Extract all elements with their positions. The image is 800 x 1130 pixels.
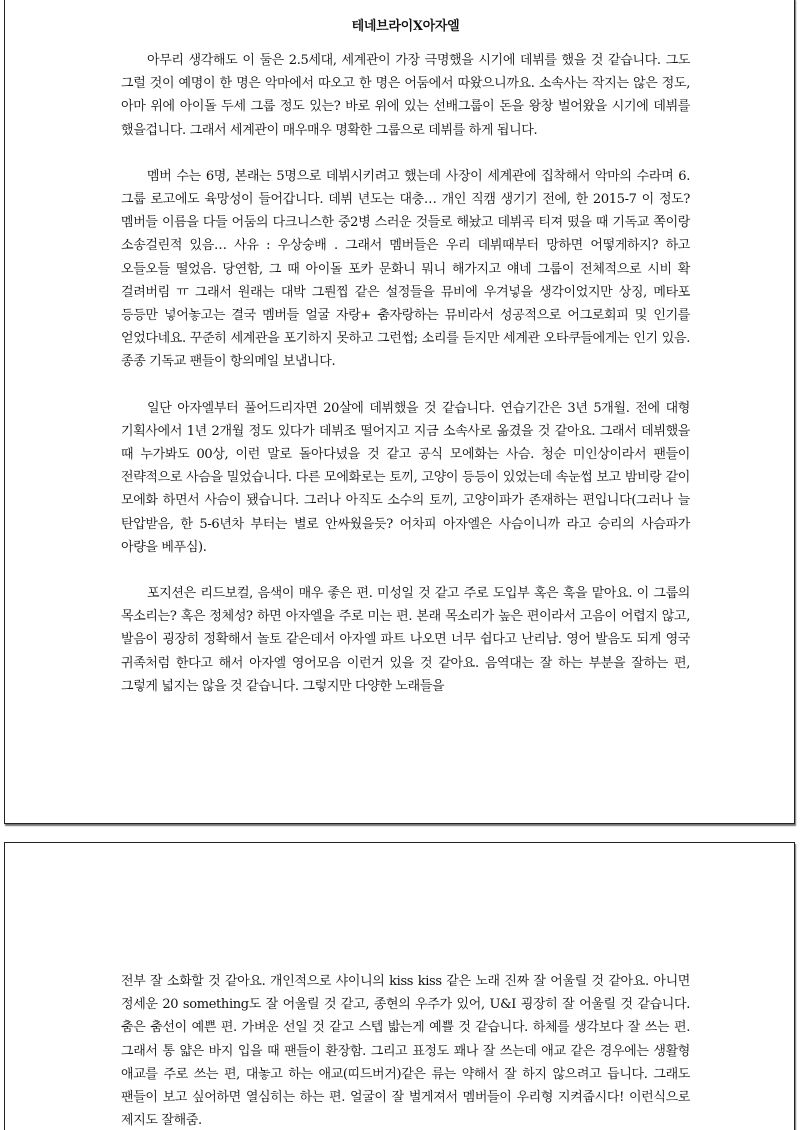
document-page-1: [4, 0, 795, 824]
document-page-2: [4, 842, 795, 1130]
page-2-content: [121, 970, 690, 1130]
paragraph-azael-intro: 일단 아자엘부터 풀어드리자면 20살에 데뷔했을 것 같습니다. 연습기간은 3년 5개월. 전에 대형 기획사에서 1년 2개월 정도 있다가 데뷔조 떨어지고 지금 소속사로 옮겼을 것 같아요. 그래서 데뷔했을 때 누가봐도 00상, 이런 말로 돌아다녔을 것 같고 공식 모에화는 사슴. 청순 미인상이라서 팬들이 전략적으로 사슴을 밀었습니다. 다른 모에화로는 토끼, 고양이 등등이 있었는데 속눈썹 보고 밤비랑 같이 모에화 하면서 사슴이 됐습니다. 그러나 아직도 소수의 토끼, 고양이파가 존재하는 편입니다(그러나 늘 탄압받음, 한 5-6년차 부터는 별로 안싸웠을듯? 어차피 아자엘은 사슴이니까 라고 승리의 사슴파가 아량을 베푸심).: [121, 400, 690, 555]
page-1-content: [121, 18, 690, 698]
document-title: 테네브라이X아자엘: [351, 19, 460, 34]
paragraph-debut-era: 아무리 생각해도 이 둘은 2.5세대, 세계관이 가장 극명했을 시기에 데뷔를 했을 것 같습니다. 그도 그럴 것이 예명이 한 명은 악마에서 따오고 한 명은 어둠에서 따왔으니까요. 소속사는 작지는 않은 정도, 아마 위에 아이돌 두세 그룹 정도 있는? 바로 위에 있는 선배그룹이 돈을 왕창 벌어왔을 시기에 데뷔를 했을겁니다. 그래서 세계관이 매우매우 명확한 그룹으로 데뷔를 하게 됩니다.: [121, 53, 690, 138]
paragraph-group-members: 멤버 수는 6명, 본래는 5명으로 데뷔시키려고 했는데 사장이 세계관에 집착해서 악마의 수라며 6. 그룹 로고에도 육망성이 들어갑니다. 데뷔 년도는 대충… 개인 직캠 생기기 전에, 한 2015-7 이 정도? 멤버들 이름을 다들 어둠의 다크니스한 중2병 스러운 것들로 해놨고 데뷔곡 티져 떴을 때 기독교 쪽이랑 소송걸린적 있음… 사유 : 우상숭배 . 그래서 멤버들은 우리 데뷔때부터 망하면 어떻게하지? 하고 오들오들 떨었음. 당연함, 그 때 아이돌 포카 문화니 뭐니 해가지고 얘네 그룹이 전체적으로 시비 확 걸려버림 ㅠ 그래서 원래는 대박 그뤈찝 같은 설정들을 뮤비에 우겨넣을 생각이었지만 상징, 메타포 등등만 넣어놓고는 결국 멤버들 얼굴 자랑+ 춤자랑하는 뮤비라서 성공적으로 어그로회피 및 인기를 얻었다네요. 꾸준히 세계관을 포기하지 못하고 그런썹; 소리를 듣지만 세계관 오타쿠들에게는 인기 있음. 종종 기독교 팬들이 항의메일 보냅니다.: [121, 168, 690, 370]
paragraph-azael-position: 포지션은 리드보컬, 음색이 매우 좋은 편. 미성일 것 같고 주로 도입부 혹은 훅을 맡아요. 이 그룹의 목소리는? 혹은 정체성? 하면 아자엘을 주로 미는 편. 본래 목소리가 높은 편이라서 고음이 어렵지 않고, 발음이 굉장히 정확해서 놀토 같은데서 아자엘 파트 나오면 너무 쉽다고 난리남. 영어 발음도 되게 영국 귀족처럼 한다고 해서 아자엘 영어모음 이런거 있을 것 같아요. 음역대는 잘 하는 부분을 잘하는 편, 그렇게 넓지는 않을 것 같습니다. 그렇지만 다양한 노래들을: [121, 586, 690, 694]
paragraph-azael-songs-dance: 전부 잘 소화할 것 같아요. 개인적으로 샤이니의 kiss kiss 같은 노래 진짜 잘 어울릴 것 같아요. 아니면 정세운 20 something도 잘 어울릴 것 같고, 종현의 우주가 있어, U&I 굉장히 잘 어울릴 것 같습니다. 춤은 춤선이 예쁜 편. 가벼운 선일 것 같고 스텝 밟는게 예쁠 것 같습니다. 하체를 생각보다 잘 쓰는 편. 그래서 통 얇은 바지 입을 때 팬들이 환장함. 그리고 표정도 꽤나 잘 쓰는데 애교 같은 경우에는 생활형 애교를 주로 쓰는 편, 대놓고 하는 애교(띠드버거)같은 류는 약해서 잘 하지 않으려고 듭니다. 그래도 팬들이 보고 싶어하면 열심히는 하는 편. 얼굴이 잘 벌게져서 멤버들이 우리형 지켜줍시다! 이런식으로 제지도 잘해줌.: [121, 974, 690, 1129]
